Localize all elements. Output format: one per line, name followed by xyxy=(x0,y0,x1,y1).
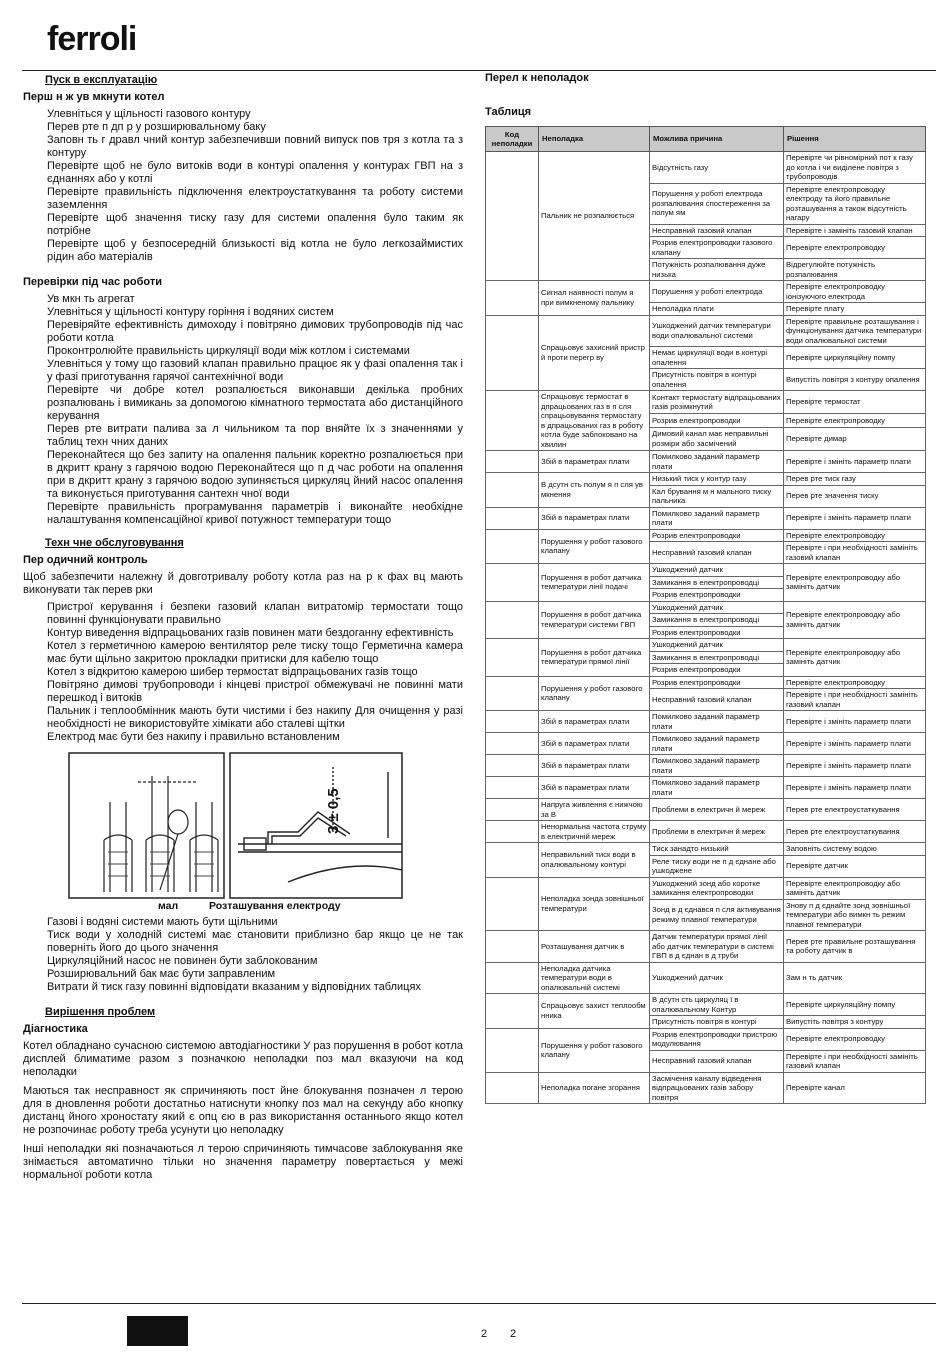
cell-solution: Перевірте електропроводку або замініть датчик xyxy=(784,639,926,677)
cell-solution: Перев рте електроустаткування xyxy=(784,821,926,843)
figure-caption: Розташування електроду xyxy=(209,900,341,912)
cell-fault: Порушення в робот датчика температури прямої лінії xyxy=(539,639,650,677)
cell-cause: Замикання в електропроводці xyxy=(650,576,784,589)
checklist-item: Електрод має бути без накипу і правильно встановленим xyxy=(47,731,340,743)
cell-cause: Проблеми в електричн й мереж xyxy=(650,799,784,821)
cell-cause: Низький тиск у контур газу xyxy=(650,473,784,486)
checklist-item: Перевірте чи добре котел розпалюється виконавши декілька пробних розпалювань і вимикань за допомогою кімнатного термостата або дистанційного керування xyxy=(47,384,463,422)
cell-cause: Несправний газовий клапан xyxy=(650,689,784,711)
table-row xyxy=(486,711,926,733)
cell-solution: Перевірте правильне розташування і функціонування датчика температури води опалювальної системи xyxy=(784,315,926,347)
cell-fault: Порушення у робот газового клапану xyxy=(539,676,650,711)
checklist-before-start xyxy=(23,108,463,264)
cell-code xyxy=(486,601,539,639)
cell-solution: Перевірте електропроводку xyxy=(784,414,926,427)
cell-code xyxy=(486,755,539,777)
table-row xyxy=(486,152,926,184)
cell-cause: Ушкоджений датчик xyxy=(650,564,784,577)
cell-code xyxy=(486,451,539,473)
table-row xyxy=(486,529,926,542)
cell-cause: Розрив електропроводки xyxy=(650,414,784,427)
cell-code xyxy=(486,962,539,994)
cell-cause: Замикання в електропроводці xyxy=(650,651,784,664)
cell-solution: Перев рте значення тиску xyxy=(784,485,926,507)
cell-code xyxy=(486,799,539,821)
header-cause: Можлива причина xyxy=(650,127,784,152)
checklist-item: Котел з відкритою камерою шибер термостат відпрацьованих газів тощо xyxy=(47,666,418,678)
fault-list-title: Перел к неполадок xyxy=(485,72,589,84)
cell-fault: Збій в параметрах плати xyxy=(539,733,650,755)
checklist-item: Тиск води у холодній системі має становити приблизно бар якщо це не так поверніть його до цього значення xyxy=(47,929,463,954)
cell-solution: Перевірте датчик xyxy=(784,855,926,877)
cell-cause: Несправний газовий клапан xyxy=(650,542,784,564)
table-row xyxy=(486,733,926,755)
cell-solution: Перевірте циркуляційну помпу xyxy=(784,994,926,1016)
cell-cause: Помилково заданий параметр плати xyxy=(650,733,784,755)
subsection-checks-during-operation: Перевірки під час роботи xyxy=(23,276,162,288)
cell-cause: В дсутн сть циркуляц ї в опалювальному Контур xyxy=(650,994,784,1016)
cell-fault: Спрацьовує захист теплообм нника xyxy=(539,994,650,1029)
cell-solution: Випустіть повітря з контуру опалення xyxy=(784,369,926,391)
table-row xyxy=(486,676,926,689)
cell-fault: Спрацьовує захисний пристр й проти перегр ву xyxy=(539,315,650,391)
cell-cause: Помилково заданий параметр плати xyxy=(650,755,784,777)
cell-cause: Розрив електропроводки xyxy=(650,589,784,602)
table-row xyxy=(486,473,926,486)
cell-cause: Ушкоджений датчик температури води опалювальної системи xyxy=(650,315,784,347)
cell-fault: Збій в параметрах плати xyxy=(539,451,650,473)
checklist-item: Контур виведення відпрацьованих газів повинен мати бездоганну ефективність xyxy=(47,627,454,639)
cell-solution: Перевірте плату xyxy=(784,303,926,316)
table-row xyxy=(486,962,926,994)
cell-cause: Димовий канал має неправильні розміри або засмічений xyxy=(650,427,784,450)
cell-code xyxy=(486,639,539,677)
cell-cause: Кал брування м н мального тиску пальника xyxy=(650,485,784,507)
checklist-item: Газові і водяні системи мають бути щільними xyxy=(47,916,278,928)
cell-cause: Немає циркуляції води в контурі опалення xyxy=(650,347,784,369)
subsection-periodic-control: Пер одичний контроль xyxy=(23,554,148,566)
cell-solution: Заповніть систему водою xyxy=(784,843,926,856)
cell-code xyxy=(486,1028,539,1072)
footer-rule xyxy=(22,1303,936,1304)
checklist-item: Розширювальний бак має бути заправленим xyxy=(47,968,276,980)
checklist-item: Перев рте п дп р у розширювальному баку xyxy=(47,121,266,133)
cell-solution: Перевірте електропроводку xyxy=(784,1028,926,1050)
cell-fault: Спрацьовує термостат в дпрацьованих газ в п сля спрацьовування термостату в дпрацьованих газ в роботу котла буде заблоковано на хвилин xyxy=(539,391,650,451)
cell-solution: Перевірте і змініть параметр плати xyxy=(784,755,926,777)
checklist-item: Перевірте щоб не було витоків води в контурі опалення у контурах ГВП на з єднаннях або у котлі xyxy=(47,160,463,185)
cell-cause: Реле тиску води не п д єднане або ушкоджене xyxy=(650,855,784,877)
section-title-troubleshooting: Вирішення проблем xyxy=(45,1006,156,1018)
cell-cause: Замикання в електропроводці xyxy=(650,614,784,627)
subsection-diagnostics: Діагностика xyxy=(23,1023,88,1035)
checklist-item: Улевніться у щільності газового контуру xyxy=(47,108,251,120)
cell-solution: Знову п д єднайте зонд зовнішньої температури або вимкн ть режим плавної температури xyxy=(784,899,926,931)
cell-cause: Датчик температури прямої лінії або датчик температури в системі ГВП в д єднан в д труби xyxy=(650,931,784,963)
checklist-item: Переконайтеся що без запиту на опалення пальник коректно розпалюється при в дкритт крану з гарячою водою Переконайтеся що п д час роботи на опалення при в дкритт крану з гарячою водою зупиняється циркуляц йний насос опалення та виконується приготування сантехн чної води xyxy=(47,449,463,500)
cell-code xyxy=(486,473,539,508)
table-row xyxy=(486,451,926,473)
checklist-item: Улевніться у щільності контуру горіння і водяних систем xyxy=(47,306,334,318)
cell-cause: Несправний газовий клапан xyxy=(650,1050,784,1072)
diagnostics-text xyxy=(23,1040,463,1182)
checklist-item: Перевіряйте ефективність димоходу і повітряно димових трубопроводів під час роботи котла xyxy=(47,319,463,344)
table-row xyxy=(486,1028,926,1050)
header-rule xyxy=(22,70,936,71)
gap-dimension-label: 3 ± 0,5 xyxy=(325,788,342,834)
cell-cause: Порушення у роботі електрода розпалювання спостереження за полум ям xyxy=(650,183,784,224)
checklist-item: Циркуляційний насос не повинен бути заблокованим xyxy=(47,955,318,967)
cell-cause: Тиск занадто низький xyxy=(650,843,784,856)
cell-fault: Неполадка зонда зовнішньої температури xyxy=(539,877,650,931)
header-fault: Неполадка xyxy=(539,127,650,152)
cell-code xyxy=(486,733,539,755)
cell-fault: Порушення у робот газового клапану xyxy=(539,529,650,564)
cell-solution: Перевірте і при необхідності замініть газовий клапан xyxy=(784,689,926,711)
brand-logo: ferroli xyxy=(47,20,137,58)
cell-cause: Ушкоджений зонд або коротке замикання електропроводки xyxy=(650,877,784,899)
cell-solution: Перевірте електропроводку електроду та його правильне розташування а також відсутність нагару xyxy=(784,183,926,224)
fault-table xyxy=(485,126,926,1104)
cell-cause: Зонд в д єднався п сля активування режиму плавної температури xyxy=(650,899,784,931)
cell-solution: Перевірте електропроводку або замініть датчик xyxy=(784,564,926,602)
cell-solution: Перевірте і змініть параметр плати xyxy=(784,711,926,733)
checklist-item: Витрати й тиск газу повинні відповідати вказаним у відповідних таблицях xyxy=(47,981,421,993)
cell-cause: Контакт термостату відпрацьованих газів розімкнутий xyxy=(650,391,784,414)
cell-solution: Перевірте електропроводку xyxy=(784,676,926,689)
table-row xyxy=(486,315,926,347)
cell-solution: Перевірте і замініть газовий клапан xyxy=(784,224,926,237)
cell-fault: Збій в параметрах плати xyxy=(539,507,650,529)
checklist-maintenance-2 xyxy=(23,916,463,994)
cell-fault: Збій в параметрах плати xyxy=(539,777,650,799)
cell-solution: Перевірте електропроводку xyxy=(784,529,926,542)
table-row xyxy=(486,931,926,963)
cell-fault: Неполадка датчика температури води в опалювальній системі xyxy=(539,962,650,994)
cell-solution: Перевірте електропроводку або замініть датчик xyxy=(784,601,926,639)
cell-code xyxy=(486,529,539,564)
checklist-item: Перев рте витрати палива за л чильником та пор вняйте їх з значеннями у таблиц техн чних даних xyxy=(47,423,463,448)
cell-cause: Неполадка плати xyxy=(650,303,784,316)
cell-cause: Розрив електропроводки xyxy=(650,529,784,542)
table-row xyxy=(486,777,926,799)
cell-solution: Перев рте електроустаткування xyxy=(784,799,926,821)
diagnostics-paragraph: Маються так несправност як спричиняють пост йне блокування позначен л терою для в дновлення роботи достатньо натиснути кнопку поз мал на секунду або кнопку дистанц йного хроностату який є опц єю в раз використання останнього якщо котел не розпочинає роботу треба усунути цю неполадку xyxy=(23,1085,463,1136)
cell-fault: Напруга живлення є нижчою за В xyxy=(539,799,650,821)
page-number-left: 2 xyxy=(481,1328,488,1340)
cell-cause: Помилково заданий параметр плати xyxy=(650,711,784,733)
table-caption: Таблиця xyxy=(485,106,532,118)
cell-cause: Потужність розпалювання дуже низька xyxy=(650,259,784,281)
cell-solution: Перевірте чи рівномірний пот к газу до котла і чи виділене повітря з трубопроводів xyxy=(784,152,926,184)
checklist-item: Перевірте правильність підключення електроустаткування та роботу системи заземлення xyxy=(47,186,463,211)
cell-code xyxy=(486,1072,539,1104)
table-row xyxy=(486,601,926,614)
checklist-item: Повітряно димові трубопроводи і кінцеві пристрої обмежувачі не повинні мати перешкод і витоків xyxy=(47,679,463,704)
cell-cause: Розрив електропроводки xyxy=(650,676,784,689)
cell-solution: Перевірте електропроводку або замініть датчик xyxy=(784,877,926,899)
cell-code xyxy=(486,315,539,391)
cell-code xyxy=(486,994,539,1029)
cell-code xyxy=(486,877,539,931)
cell-solution: Зам н ть датчик xyxy=(784,962,926,994)
electrode-diagram xyxy=(68,752,428,914)
cell-cause: Присутність повітря в контурі опалення xyxy=(650,369,784,391)
checklist-item: Пальник і теплообмінник мають бути чистими і без накипу Для очищення у разі необхідності не використовуйте хімікати або сталеві щітки xyxy=(47,705,463,730)
table-row xyxy=(486,821,926,843)
cell-cause: Ушкоджений датчик xyxy=(650,962,784,994)
cell-cause: Розрив електропроводки газового клапану xyxy=(650,237,784,259)
table-row xyxy=(486,564,926,577)
table-row xyxy=(486,507,926,529)
cell-code xyxy=(486,711,539,733)
cell-solution: Перев рте правильне розташування та роботу датчик в xyxy=(784,931,926,963)
cell-code xyxy=(486,564,539,602)
cell-cause: Порушення у роботі електрода xyxy=(650,281,784,303)
cell-code xyxy=(486,821,539,843)
cell-solution: Перевірте електропроводку xyxy=(784,237,926,259)
cell-fault: В дсутн сть полум я п сля ув мкнення xyxy=(539,473,650,508)
figure-number: мал xyxy=(158,900,179,912)
cell-solution: Перевірте і змініть параметр плати xyxy=(784,777,926,799)
right-column xyxy=(485,72,925,1104)
cell-cause: Несправний газовий клапан xyxy=(650,224,784,237)
cell-code xyxy=(486,507,539,529)
table-row xyxy=(486,755,926,777)
cell-fault: Порушення у робот газового клапану xyxy=(539,1028,650,1072)
cell-cause: Засмічення каналу відведення відпрацьованих газів забору повітря xyxy=(650,1072,784,1104)
cell-cause: Помилково заданий параметр плати xyxy=(650,451,784,473)
cell-fault: Порушення в робот датчика температури лінії подачі xyxy=(539,564,650,602)
cell-cause: Відсутність газу xyxy=(650,152,784,184)
table-header-row xyxy=(486,127,926,152)
left-column xyxy=(23,72,463,1188)
section-title-maintenance: Техн чне обслуговування xyxy=(45,537,184,549)
cell-cause: Розрив електропроводки пристрою модулювання xyxy=(650,1028,784,1050)
cell-solution: Перевірте електропроводку іонізуючого електрода xyxy=(784,281,926,303)
cell-cause: Присутність повітря в контурі xyxy=(650,1016,784,1029)
cell-solution: Перевірте і при необхідності замініть газовий клапан xyxy=(784,542,926,564)
cell-cause: Ушкоджений датчик xyxy=(650,601,784,614)
cell-solution: Перевірте і змініть параметр плати xyxy=(784,451,926,473)
cell-fault: Розташування датчик в xyxy=(539,931,650,963)
page-number-right: 2 xyxy=(510,1328,517,1340)
section-title-commissioning: Пуск в експлуатацію xyxy=(45,74,158,86)
cell-solution: Перевірте термостат xyxy=(784,391,926,414)
cell-solution: Випустіть повітря з контуру xyxy=(784,1016,926,1029)
cell-solution: Перевірте циркуляційну помпу xyxy=(784,347,926,369)
subsection-before-start: Перш н ж ув мкнути котел xyxy=(23,91,165,103)
cell-code xyxy=(486,931,539,963)
cell-fault: Ненормальна частота струму в електричній мереж xyxy=(539,821,650,843)
cell-fault: Порушення в робот датчика температури системи ГВП xyxy=(539,601,650,639)
cell-fault: Неправильний тиск води в опалювальному контурі xyxy=(539,843,650,878)
cell-cause: Помилково заданий параметр плати xyxy=(650,507,784,529)
header-solution: Рішення xyxy=(784,127,926,152)
table-row xyxy=(486,1072,926,1104)
table-row xyxy=(486,639,926,652)
cell-cause: Розрив електропроводки xyxy=(650,664,784,677)
checklist-item: Ув мкн ть агрегат xyxy=(47,293,135,305)
checklist-item: Перевірте щоб значення тиску газу для системи опалення було таким як потрібне xyxy=(47,212,463,237)
cell-fault: Пальник не розпалюється xyxy=(539,152,650,281)
electrode-figure xyxy=(23,752,463,914)
cell-cause: Ушкоджений датчик xyxy=(650,639,784,652)
cell-solution: Перевірте і змініть параметр плати xyxy=(784,507,926,529)
cell-fault: Збій в параметрах плати xyxy=(539,755,650,777)
cell-solution: Перевірте димар xyxy=(784,427,926,450)
maintenance-intro: Щоб забезпечити належну й довготривалу роботу котла раз на р к фах вц мають виконувати так перев рки xyxy=(23,571,463,596)
diagnostics-paragraph: Інші неполадки які позначаються л терою спричиняють тимчасове заблокування яке знімається автоматично тільки но значення параметру повертається у межі нормальної роботи котла xyxy=(23,1143,463,1181)
checklist-item: Пристрої керування і безпеки газовий клапан витратомір термостати тощо повинні функціонувати правильно xyxy=(47,601,463,626)
cell-solution: Перевірте і при необхідності замініть газовий клапан xyxy=(784,1050,926,1072)
cell-cause: Розрив електропроводки xyxy=(650,626,784,639)
cell-solution: Перевірте і змініть параметр плати xyxy=(784,733,926,755)
cell-cause: Помилково заданий параметр плати xyxy=(650,777,784,799)
table-row xyxy=(486,843,926,856)
checklist-during-operation xyxy=(23,293,463,527)
table-row xyxy=(486,799,926,821)
checklist-item: Улевніться у тому що газовий клапан правильно працює як у фазі опалення так і у фазі приготування гарячої сантехнічної води xyxy=(47,358,463,383)
checklist-item: Котел з герметичною камерою вентилятор реле тиску тощо Герметична камера має бути щільно закритою прокладки притиски для кабелю тощо xyxy=(47,640,463,665)
table-row xyxy=(486,994,926,1016)
cell-code xyxy=(486,152,539,281)
cell-solution: Перевірте канал xyxy=(784,1072,926,1104)
checklist-item: Заповн ть г дравл чний контур забезпечивши повний випуск пов тря з котла та з контуру xyxy=(47,134,463,159)
checklist-item: Перевірте щоб у безпосередній близькості від котла не було легкозаймистих рідин або матеріалів xyxy=(47,238,463,263)
diagnostics-paragraph: Котел обладнано сучасною системою автодіагностики У раз порушення в робот котла дисплей блиматиме разом з позначкою неполадки поз мал вказуючи на код неполадки xyxy=(23,1040,463,1078)
cell-code xyxy=(486,281,539,316)
header-code: Код неполадки xyxy=(486,127,539,152)
cell-solution: Перев рте тиск газу xyxy=(784,473,926,486)
cell-code xyxy=(486,391,539,451)
checklist-item: Перевірте правильність програмування параметрів і виконайте необхідне налаштування компенсаційної кривої потужност температури тощо xyxy=(47,501,463,526)
cell-code xyxy=(486,777,539,799)
table-row xyxy=(486,391,926,414)
cell-solution: Відрегулюйте потужність розпалювання xyxy=(784,259,926,281)
checklist-maintenance xyxy=(23,601,463,744)
footer-black-tab xyxy=(127,1316,188,1346)
cell-fault: Збій в параметрах плати xyxy=(539,711,650,733)
checklist-item: Проконтролюйте правильність циркуляції води між котлом і системами xyxy=(47,345,410,357)
table-row xyxy=(486,877,926,899)
cell-cause: Проблеми в електричн й мереж xyxy=(650,821,784,843)
cell-fault: Сигнал наявності полум я при вимкненому пальнику xyxy=(539,281,650,316)
table-row xyxy=(486,281,926,303)
cell-fault: Неполадка погане згорання xyxy=(539,1072,650,1104)
cell-code xyxy=(486,676,539,711)
cell-code xyxy=(486,843,539,878)
